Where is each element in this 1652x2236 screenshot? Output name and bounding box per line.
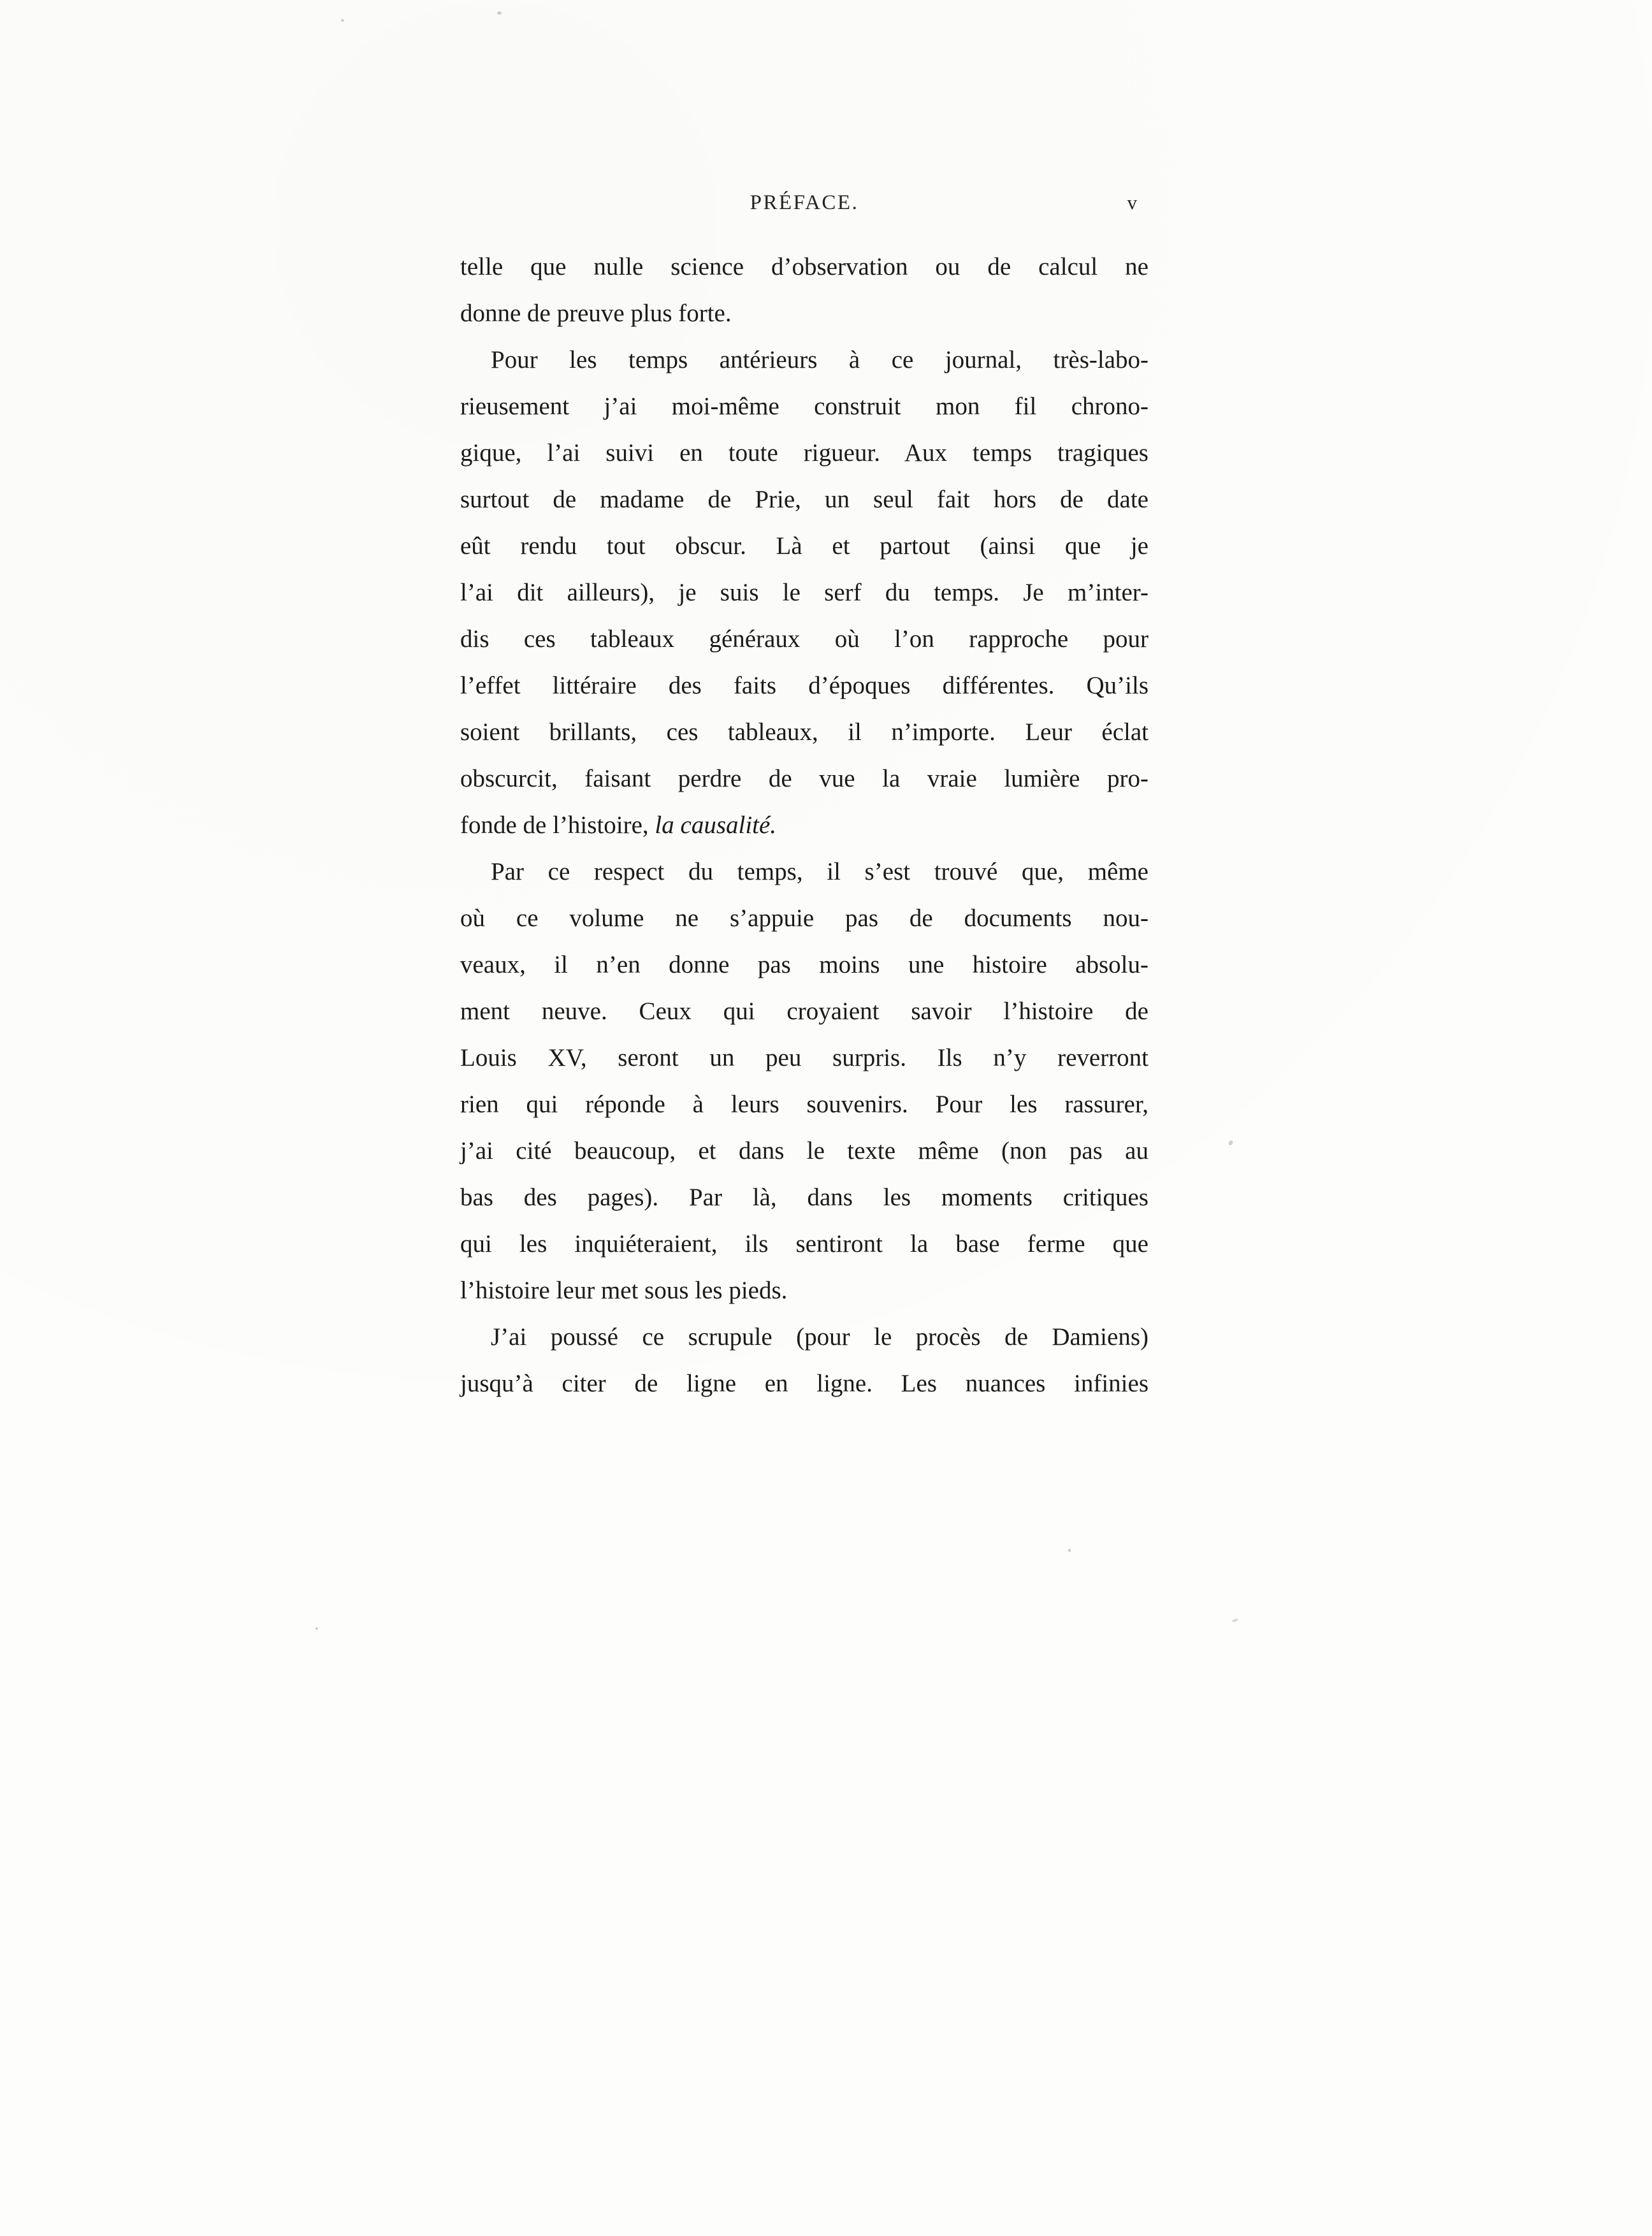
text-line: jusqu’à citer de ligne en ligne. Les nuances infinies	[460, 1370, 1148, 1397]
text-line: qui les inquiéteraient, ils sentiront la base ferme que	[460, 1230, 1148, 1258]
text-line: soient brillants, ces tableaux, il n’importe. Leur éclat	[460, 718, 1148, 746]
text-line: rien qui réponde à leurs souvenirs. Pour les rassurer,	[460, 1091, 1148, 1118]
text-line: donne de preuve plus forte.	[460, 300, 732, 327]
text-line: eût rendu tout obscur. Là et partout (ainsi que je	[460, 532, 1148, 560]
text-line: l’effet littéraire des faits d’époques différentes. Qu’ils	[460, 672, 1148, 699]
text-line: fonde de l’histoire, la causalité.	[460, 811, 777, 839]
italic-phrase: la causalité.	[655, 811, 777, 839]
text-line: l’histoire leur met sous les pieds.	[460, 1277, 788, 1304]
text-line: surtout de madame de Prie, un seul fait hors de date	[460, 486, 1148, 513]
text-column	[460, 191, 1148, 1407]
text-line: Pour les temps antérieurs à ce journal, très-labo-	[491, 346, 1148, 374]
scan-speck	[497, 11, 502, 15]
text-line: veaux, il n’en donne pas moins une histoire absolu-	[460, 951, 1148, 978]
text-line: telle que nulle science d’observation ou de calcul ne	[460, 253, 1148, 280]
text-line: dis ces tableaux généraux où l’on rapproche pour	[460, 625, 1148, 653]
text-line: j’ai cité beaucoup, et dans le texte même (non pas au	[460, 1137, 1148, 1165]
scan-speck	[315, 1627, 318, 1630]
body-text	[460, 243, 1148, 1407]
text-line: obscurcit, faisant perdre de vue la vraie lumière pro-	[460, 765, 1148, 792]
text-line: gique, l’ai suivi en toute rigueur. Aux temps tragiques	[460, 439, 1148, 467]
page-header	[460, 191, 1148, 243]
running-title: PRÉFACE.	[750, 191, 859, 214]
text-line: Par ce respect du temps, il s’est trouvé que, même	[491, 858, 1148, 885]
scan-speck	[1068, 1549, 1071, 1552]
text-line: l’ai dit ailleurs), je suis le serf du temps. Je m’inter-	[460, 579, 1148, 606]
scan-speck	[341, 19, 344, 22]
scan-speck	[1232, 1618, 1239, 1622]
text-line: bas des pages). Par là, dans les moments critiques	[460, 1184, 1148, 1211]
text-line: rieusement j’ai moi-même construit mon fil chrono-	[460, 393, 1148, 420]
text-line: où ce volume ne s’appuie pas de documents nou-	[460, 904, 1148, 932]
text-line: J’ai poussé ce scrupule (pour le procès de Damiens)	[491, 1323, 1148, 1351]
text-line: Louis XV, seront un peu surpris. Ils n’y reverront	[460, 1044, 1148, 1071]
scan-speck	[1228, 1140, 1233, 1146]
text-line: ment neuve. Ceux qui croyaient savoir l’histoire de	[460, 998, 1148, 1025]
page-number: v	[1127, 191, 1137, 214]
